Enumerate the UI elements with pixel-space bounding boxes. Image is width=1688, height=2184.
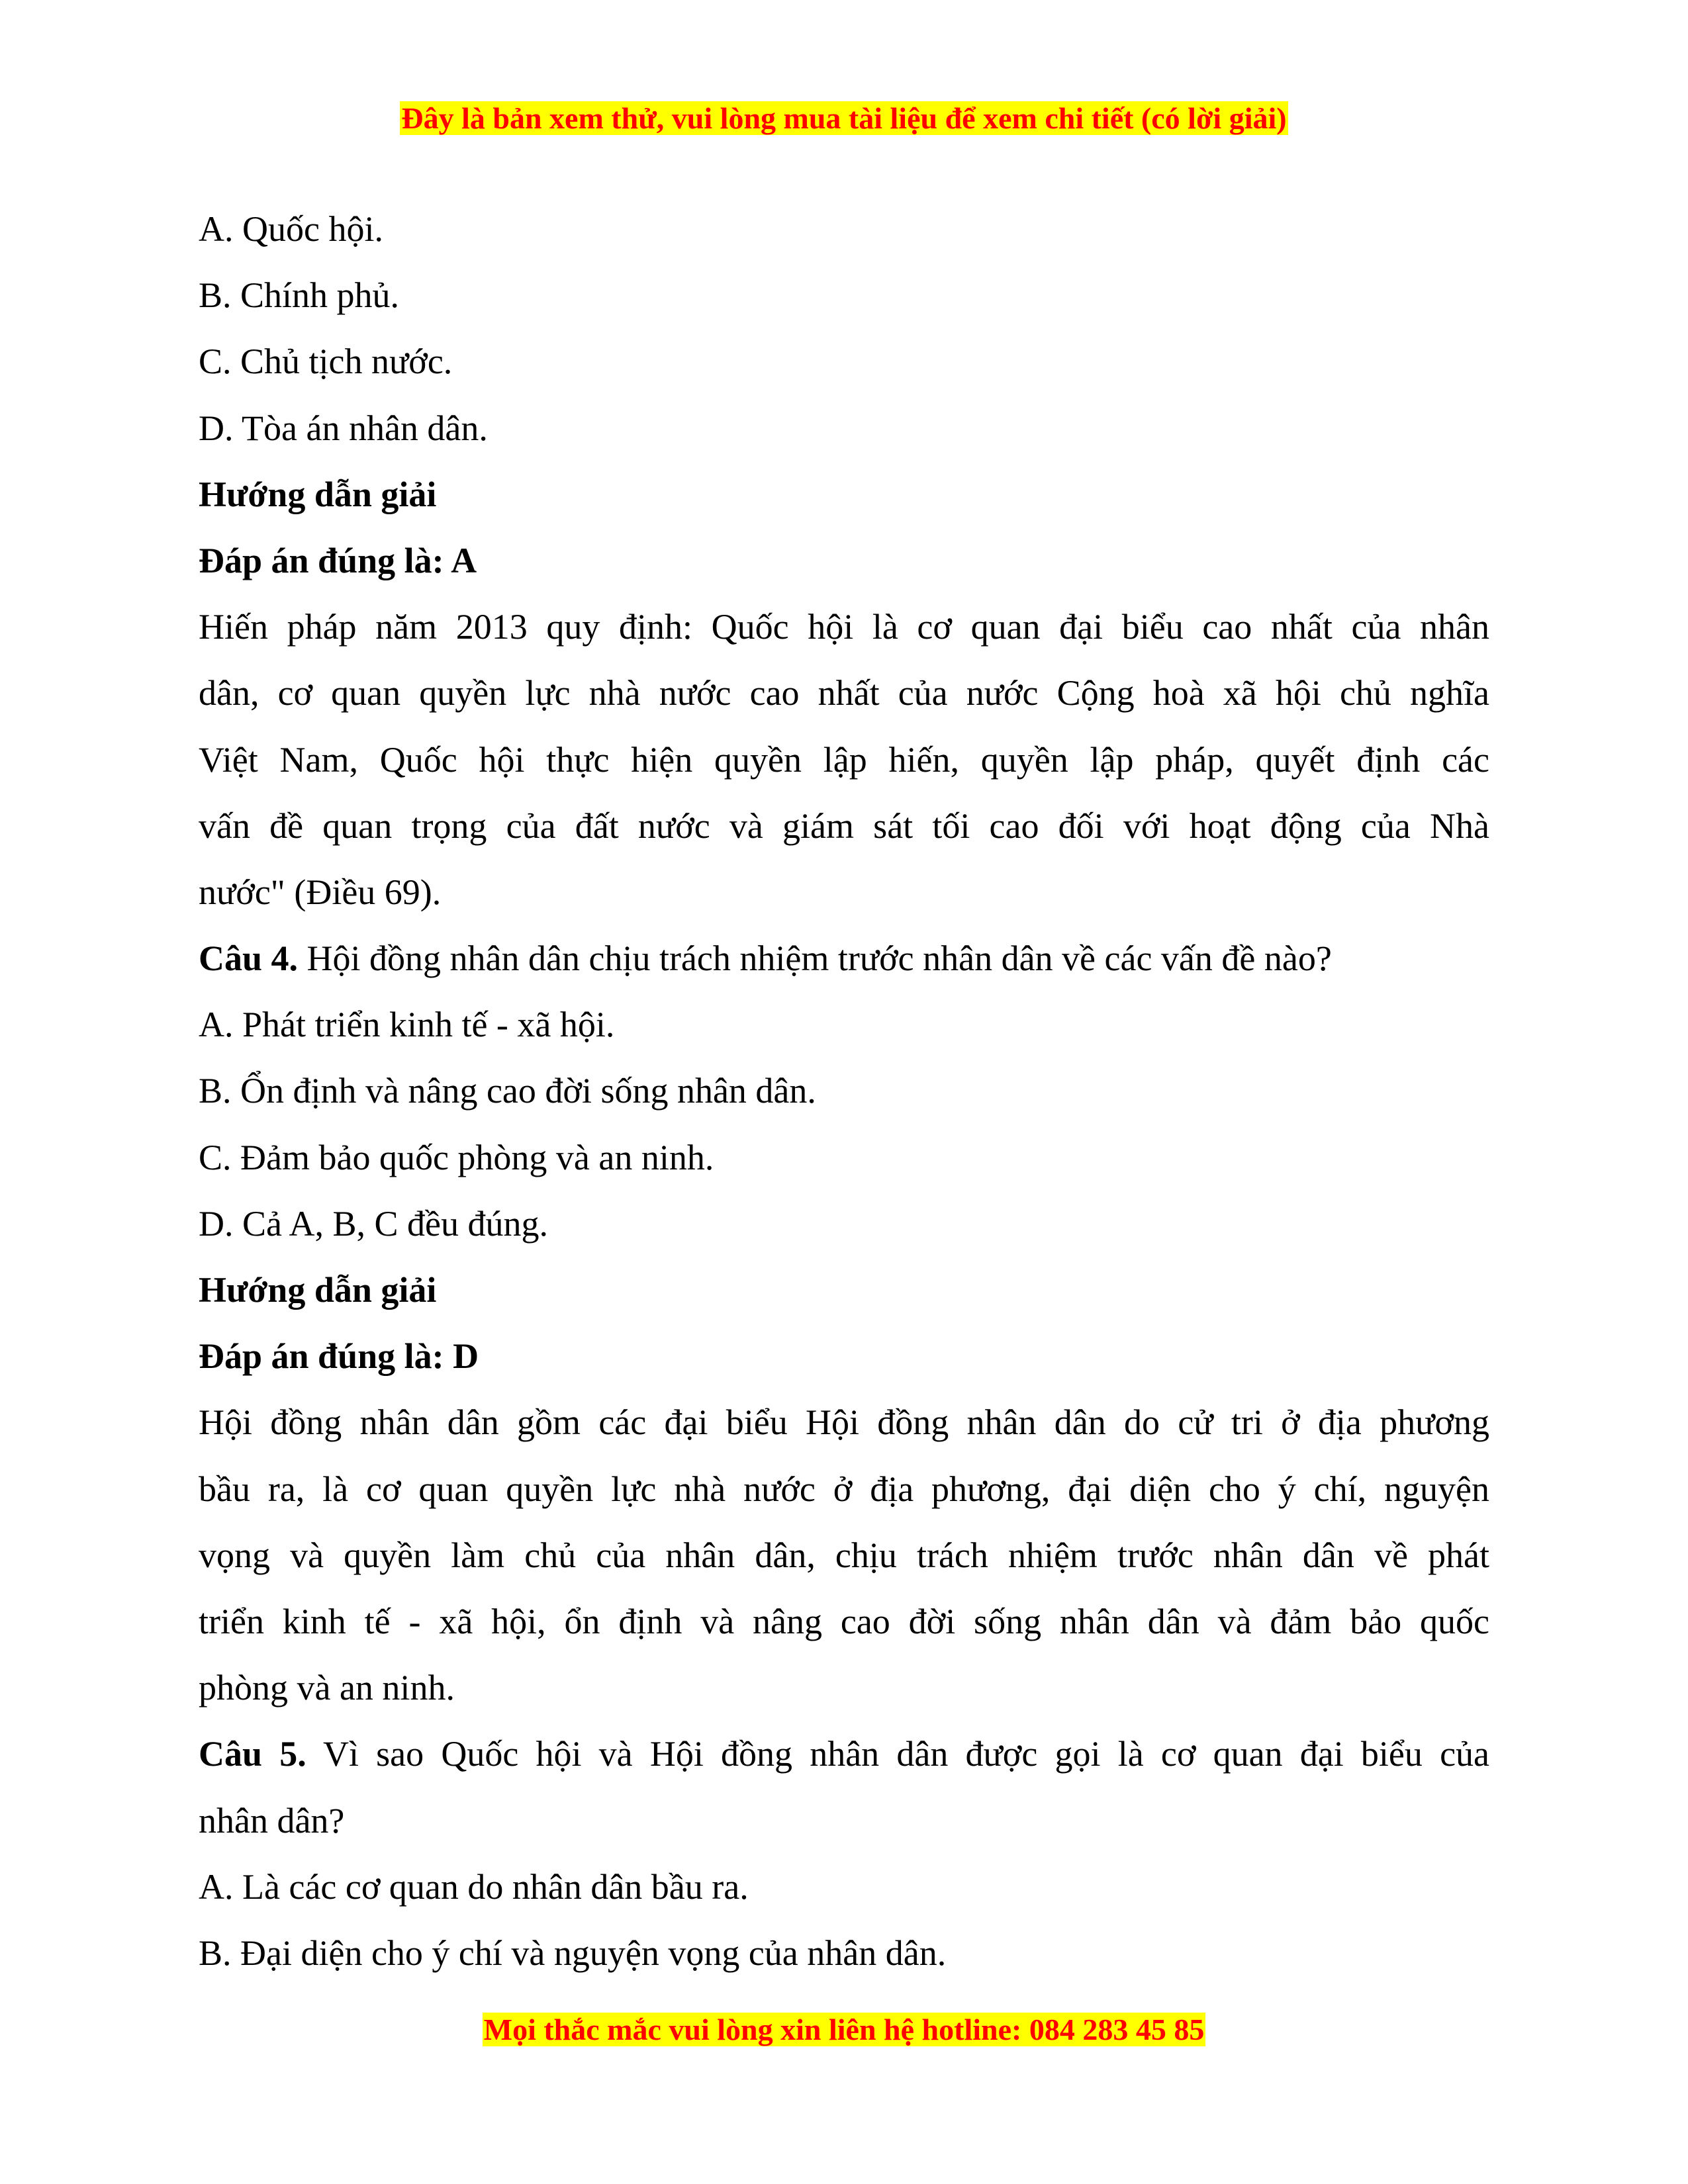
q3-answer: Đáp án đúng là: A <box>199 540 477 580</box>
q4-option-d: D. Cả A, B, C đều đúng. <box>199 1203 549 1244</box>
q4-explanation-line: triển kinh tế - xã hội, ổn định và nâng cao đời sống nhân dân và đảm bảo quốc <box>199 1601 1489 1641</box>
preview-notice-text: Đây là bản xem thử, vui lòng mua tài liệu để xem chi tiết (có lời giải) <box>401 101 1287 135</box>
q3-explanation-line: dân, cơ quan quyền lực nhà nước cao nhất của nước Cộng hoà xã hội chủ nghĩa <box>199 673 1489 713</box>
hotline-banner <box>0 2011 1688 2049</box>
q4-question-text: Hội đồng nhân dân chịu trách nhiệm trước nhân dân về các vấn đề nào? <box>298 938 1332 979</box>
q5-option-a: A. Là các cơ quan do nhân dân bầu ra. <box>199 1866 749 1907</box>
q3-guide-heading: Hướng dẫn giải <box>199 474 437 514</box>
q3-option-c: C. Chủ tịch nước. <box>199 341 453 382</box>
q3-explanation-line: nước" (Điều 69). <box>199 872 442 912</box>
q3-explanation-line: vấn đề quan trọng của đất nước và giám sát tối cao đối với hoạt động của Nhà <box>199 805 1489 846</box>
hotline-text: Mọi thắc mắc vui lòng xin liên hệ hotline: 084 283 45 85 <box>483 2013 1205 2046</box>
q3-explanation-line: Việt Nam, Quốc hội thực hiện quyền lập hiến, quyền lập pháp, quyết định các <box>199 739 1489 780</box>
q4-explanation-line: Hội đồng nhân dân gồm các đại biểu Hội đồng nhân dân do cử tri ở địa phương <box>199 1402 1489 1443</box>
q5-question-text: Vì sao Quốc hội và Hội đồng nhân dân được gọi là cơ quan đại biểu của <box>306 1734 1490 1774</box>
q4-answer: Đáp án đúng là: D <box>199 1336 479 1377</box>
q4-option-a: A. Phát triển kinh tế - xã hội. <box>199 1005 615 1045</box>
q3-option-b: B. Chính phủ. <box>199 275 400 316</box>
q4-explanation-line: bầu ra, là cơ quan quyền lực nhà nước ở địa phương, đại diện cho ý chí, nguyện <box>199 1469 1489 1509</box>
q5-question <box>199 1721 1489 1787</box>
q4-explanation-line: phòng và an ninh. <box>199 1668 455 1708</box>
q4-guide-heading: Hướng dẫn giải <box>199 1270 437 1310</box>
q4-question <box>199 925 1489 991</box>
preview-notice-banner <box>0 99 1688 138</box>
q4-label: Câu 4. <box>199 938 299 979</box>
q4-option-b: B. Ổn định và nâng cao đời sống nhân dân. <box>199 1071 816 1111</box>
q3-option-d: D. Tòa án nhân dân. <box>199 408 488 448</box>
document-body <box>199 196 1489 1986</box>
q5-label: Câu 5. <box>199 1734 306 1774</box>
q5-option-b: B. Đại diện cho ý chí và nguyện vọng của nhân dân. <box>199 1933 947 1973</box>
q3-explanation-line: Hiến pháp năm 2013 quy định: Quốc hội là cơ quan đại biểu cao nhất của nhân <box>199 607 1489 647</box>
q4-explanation-line: vọng và quyền làm chủ của nhân dân, chịu trách nhiệm trước nhân dân về phát <box>199 1535 1489 1575</box>
q3-option-a: A. Quốc hội. <box>199 209 383 249</box>
q4-option-c: C. Đảm bảo quốc phòng và an ninh. <box>199 1137 714 1177</box>
q5-question-continued: nhân dân? <box>199 1800 345 1841</box>
